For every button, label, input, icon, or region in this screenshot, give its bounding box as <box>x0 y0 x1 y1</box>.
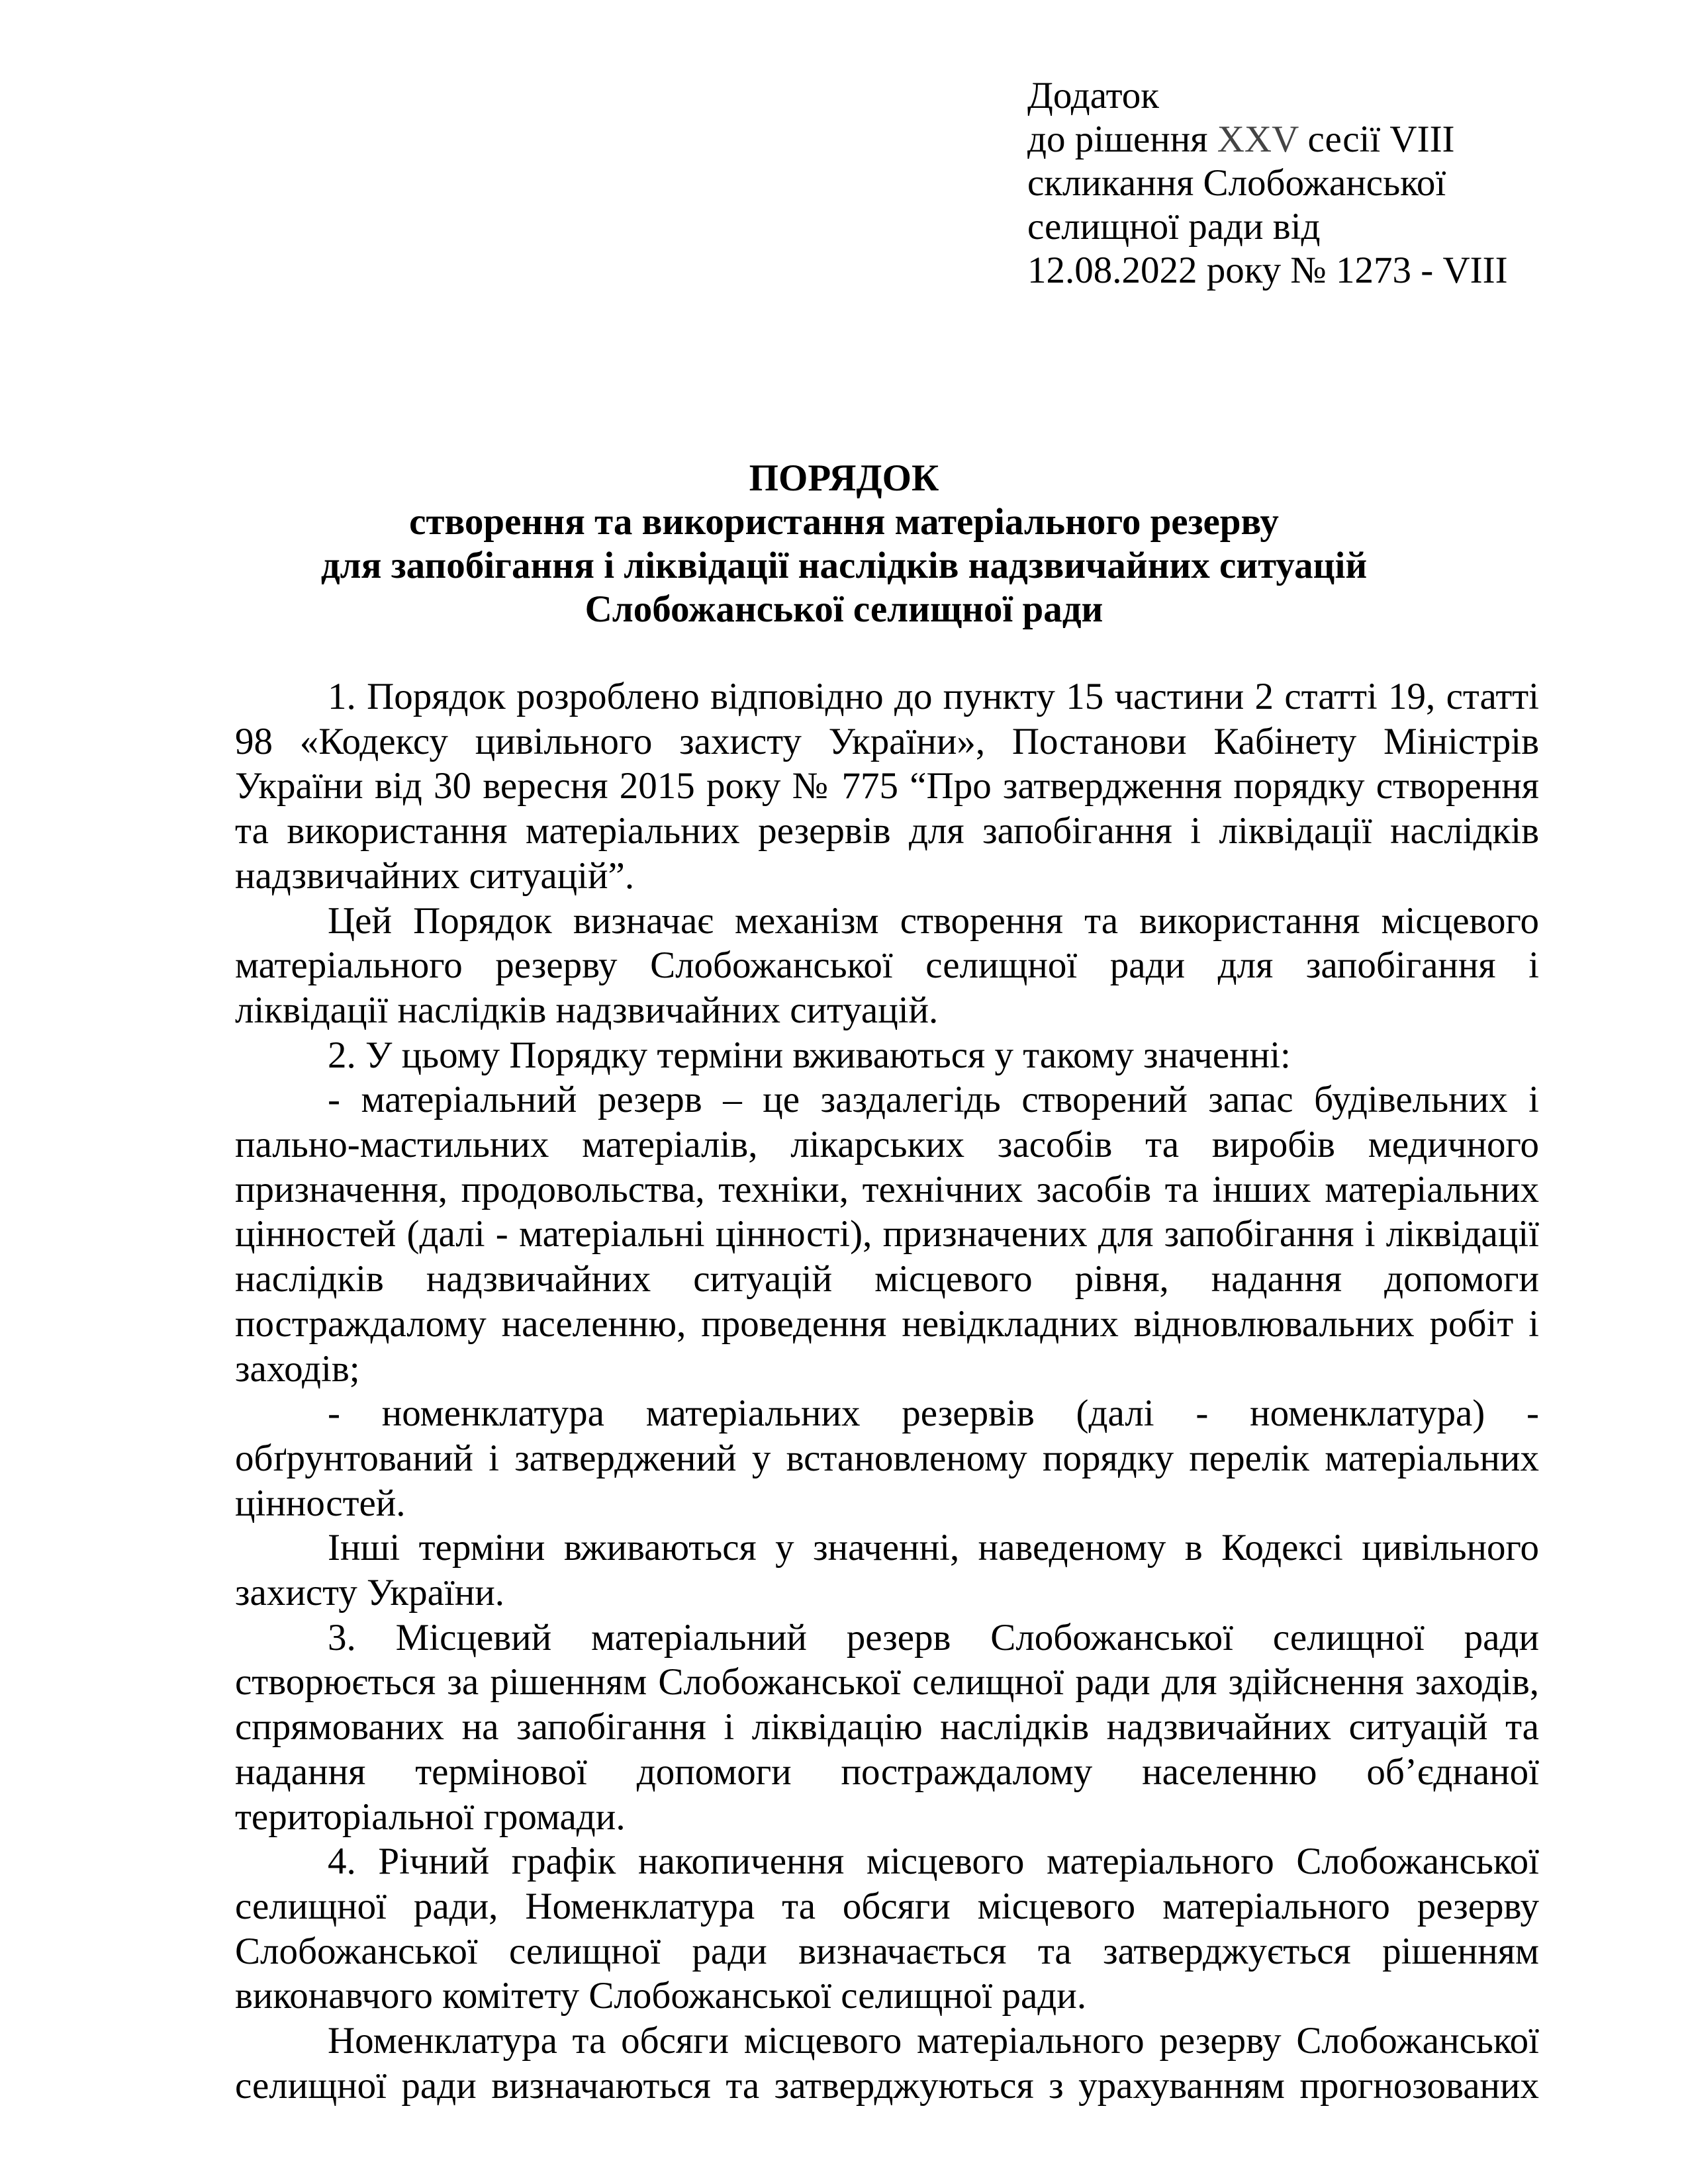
paragraph <box>235 1525 1539 1615</box>
text-line: Слобожанської селищної ради визначається та затверджується рішенням <box>235 1930 1539 1972</box>
text-line: 2. У цьому Порядку терміни вживаються у такому значенні: <box>328 1034 1291 1076</box>
appendix-header <box>1027 74 1508 293</box>
text-line: пально-мастильних матеріалів, лікарських засобів та виробів медичного <box>235 1124 1539 1166</box>
title-subtitle: для запобігання і ліквідації наслідків надзвичайних ситуацій <box>320 545 1368 586</box>
paragraph <box>235 1077 1539 1391</box>
text-line: селищної ради, Номенклатура та обсяги місцевого матеріального резерву <box>235 1885 1539 1927</box>
paragraph <box>235 1839 1539 2019</box>
paragraph <box>235 1033 1539 1078</box>
text-line: 4. Річний графік накопичення місцевого матеріального Слобожанської <box>328 1841 1539 1883</box>
text-line: призначення, продовольства, техніки, технічних засобів та інших матеріальних <box>235 1168 1539 1210</box>
title-subtitle: створення та використання матеріального резерву <box>409 501 1279 543</box>
title-subtitle: Слобожанської селищної ради <box>585 588 1103 630</box>
text-line: Інші терміни вживаються у значенні, наведеному в Кодексі цивільного <box>328 1527 1539 1569</box>
text-line: ліквідації наслідків надзвичайних ситуацій. <box>235 989 939 1031</box>
paragraph <box>235 2019 1539 2108</box>
text-line: 3. Місцевий матеріальний резерв Слобожанської селищної ради <box>328 1616 1539 1659</box>
text-line: територіальної громади. <box>235 1796 626 1838</box>
text-line: 98 «Кодексу цивільного захисту України», Постанови Кабінету Міністрів <box>235 720 1539 762</box>
text-line: України від 30 вересня 2015 року № 775 “Про затвердження порядку створення <box>235 765 1539 807</box>
header-text: сесії VIII <box>1298 118 1455 160</box>
header-line: скликання Слобожанської <box>1027 162 1446 204</box>
text-line: виконавчого комітету Слобожанської селищної ради. <box>235 1975 1087 2017</box>
header-text: до рішення <box>1027 118 1217 160</box>
header-line <box>1027 118 1508 161</box>
header-line: Додаток <box>1027 75 1159 116</box>
text-line: постраждалому населенню, проведення невідкладних відновлювальних робіт і <box>235 1302 1539 1345</box>
paragraph <box>235 899 1539 1033</box>
paragraph <box>235 1615 1539 1840</box>
text-line: цінностей (далі - матеріальні цінності), призначених для запобігання і ліквідації <box>235 1213 1539 1255</box>
header-line: 12.08.2022 року № 1273 - VIII <box>1027 250 1508 291</box>
text-line: цінностей. <box>235 1482 406 1524</box>
text-line: надзвичайних ситуацій”. <box>235 854 635 897</box>
text-line: 1. Порядок розроблено відповідно до пункту 15 частини 2 статті 19, статті <box>328 676 1539 717</box>
paragraph <box>235 1391 1539 1525</box>
document-title <box>0 457 1688 631</box>
title-heading: ПОРЯДОК <box>749 457 939 499</box>
text-line: - номенклатура матеріальних резервів (далі - номенклатура) - <box>328 1392 1539 1435</box>
paragraph <box>235 674 1539 899</box>
text-line: створюється за рішенням Слобожанської селищної ради для здійснення заходів, <box>235 1661 1539 1704</box>
text-line: та використання матеріальних резервів для запобігання і ліквідації наслідків <box>235 810 1539 852</box>
text-line: Номенклатура та обсяги місцевого матеріального резерву Слобожанської <box>328 2020 1539 2062</box>
text-line: - матеріальний резерв – це заздалегідь створений запас будівельних і <box>328 1079 1539 1121</box>
session-number: XXV <box>1217 118 1299 160</box>
text-line: заходів; <box>235 1347 360 1390</box>
text-line: надання термінової допомоги постраждалому населенню об’єднаної <box>235 1751 1539 1793</box>
text-line: Цей Порядок визначає механізм створення та використання місцевого <box>328 899 1539 942</box>
text-line: матеріального резерву Слобожанської селищної ради для запобігання і <box>235 944 1539 987</box>
text-line: наслідків надзвичайних ситуацій місцевого рівня, надання допомоги <box>235 1258 1539 1300</box>
text-line: спрямованих на запобігання і ліквідацію наслідків надзвичайних ситуацій та <box>235 1706 1539 1749</box>
text-line: селищної ради визначаються та затверджуються з урахуванням прогнозованих <box>235 2064 1539 2107</box>
document-body <box>235 674 1539 2109</box>
text-line: захисту України. <box>235 1572 504 1614</box>
text-line: обґрунтований і затверджений у встановленому порядку перелік матеріальних <box>235 1437 1539 1479</box>
header-line: селищної ради від <box>1027 206 1321 248</box>
